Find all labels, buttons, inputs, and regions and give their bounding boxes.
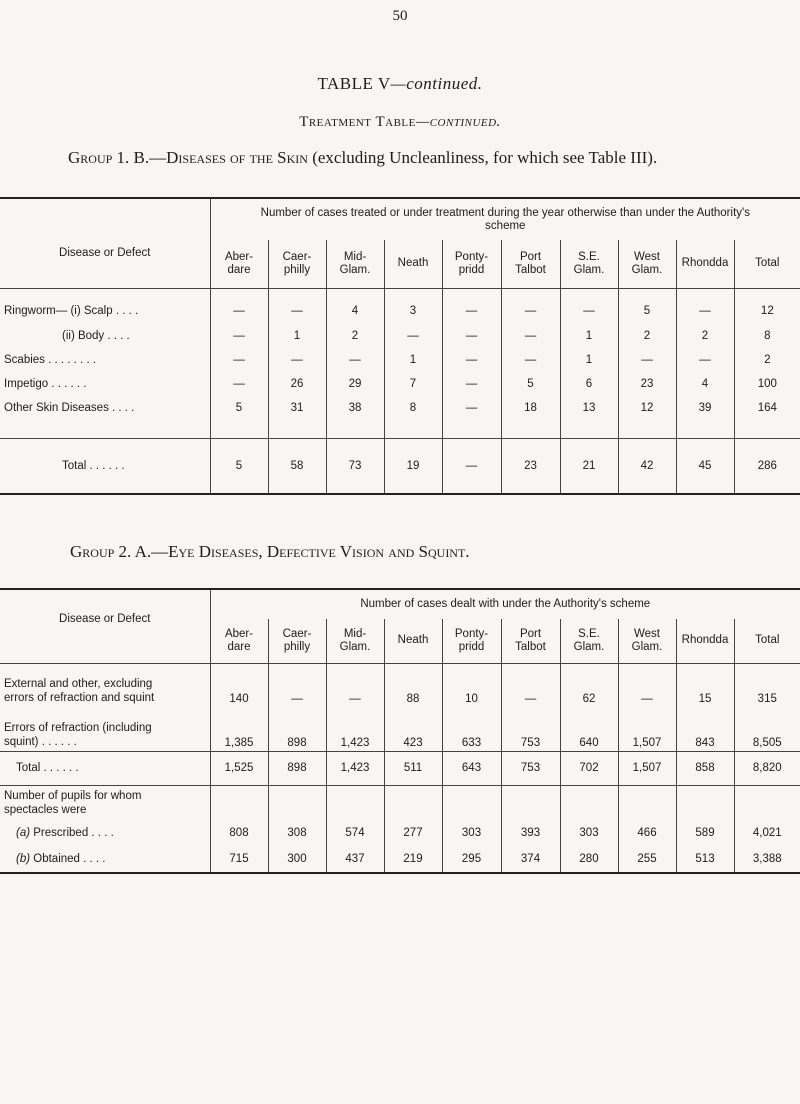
column-header: West Glam. xyxy=(618,240,676,288)
cell-value: — xyxy=(501,663,560,707)
cell-value: 219 xyxy=(384,845,442,873)
cell-value: 2 xyxy=(326,324,384,348)
cell-value: 8 xyxy=(384,396,442,420)
cell-value: 23 xyxy=(618,372,676,396)
cell-value: 8,505 xyxy=(734,707,800,751)
cell-value: 3,388 xyxy=(734,845,800,873)
empty-cell xyxy=(501,785,560,821)
column-header: Total xyxy=(734,619,800,663)
cell-value: — xyxy=(501,298,560,324)
column-header: Ponty- pridd xyxy=(442,240,501,288)
cell-value: 26 xyxy=(268,372,326,396)
cell-value: — xyxy=(268,663,326,707)
cell-value: 1,507 xyxy=(618,707,676,751)
cell-value: 62 xyxy=(560,663,618,707)
row-label: Other Skin Diseases . . . . xyxy=(4,402,135,414)
cell-value: 5 xyxy=(210,396,268,420)
column-header: Neath xyxy=(384,240,442,288)
cell-value: — xyxy=(268,298,326,324)
table-row xyxy=(0,324,800,348)
cell-value: — xyxy=(560,298,618,324)
cell-value: 1,507 xyxy=(618,751,676,785)
empty-cell xyxy=(560,785,618,821)
cell-value: 5 xyxy=(618,298,676,324)
cell-value: 466 xyxy=(618,821,676,845)
cell-value: 1,525 xyxy=(210,751,268,785)
cell-value: 1,423 xyxy=(326,751,384,785)
cell-value: 393 xyxy=(501,821,560,845)
row-label-line: squint) . . . . . . xyxy=(4,735,77,748)
page-number: 50 xyxy=(392,8,408,24)
cell-value: 1 xyxy=(268,324,326,348)
cell-value: 513 xyxy=(676,845,734,873)
table-row xyxy=(0,298,800,324)
cell-value: 808 xyxy=(210,821,268,845)
cell-value: 633 xyxy=(442,707,501,751)
cell-value: 8 xyxy=(734,324,800,348)
column-header: S.E. Glam. xyxy=(560,619,618,663)
row-label: Impetigo . . . . . . xyxy=(4,378,87,390)
cell-value: 5 xyxy=(501,372,560,396)
cell-value: 898 xyxy=(268,751,326,785)
empty-cell xyxy=(734,785,800,821)
row-label xyxy=(0,845,210,873)
cell-value: 15 xyxy=(676,663,734,707)
column-header: Caer- philly xyxy=(268,240,326,288)
row-label-line: errors of refraction and squint xyxy=(4,692,155,704)
column-header: Aber- dare xyxy=(210,240,268,288)
cell-value: 29 xyxy=(326,372,384,396)
cell-value: 753 xyxy=(501,707,560,751)
cell-value: — xyxy=(676,348,734,372)
table-row xyxy=(0,348,800,372)
cell-value: 277 xyxy=(384,821,442,845)
stub-header: Disease or Defect xyxy=(0,589,210,663)
column-header: S.E. Glam. xyxy=(560,240,618,288)
cell-value: 8,820 xyxy=(734,751,800,785)
column-header: Mid- Glam. xyxy=(326,240,384,288)
cell-value: 12 xyxy=(618,396,676,420)
cell-value: 286 xyxy=(734,438,800,494)
row-label-letter: (a) xyxy=(16,827,31,839)
cell-value: 4,021 xyxy=(734,821,800,845)
cell-value: — xyxy=(442,348,501,372)
cell-value: — xyxy=(210,298,268,324)
row-label xyxy=(0,707,210,751)
table-subtitle: Treatment Table—continued. xyxy=(299,114,501,130)
cell-value: 858 xyxy=(676,751,734,785)
skin-diseases-table xyxy=(0,197,800,495)
column-header: Aber- dare xyxy=(210,619,268,663)
column-header: Total xyxy=(734,240,800,288)
cell-value: 303 xyxy=(442,821,501,845)
row-label: (ii) Body . . . . xyxy=(62,330,130,342)
cell-value: 100 xyxy=(734,372,800,396)
cell-value: 437 xyxy=(326,845,384,873)
empty-cell xyxy=(676,785,734,821)
cell-value: 13 xyxy=(560,396,618,420)
row-label-line: External and other, excluding xyxy=(4,678,153,690)
cell-value: 4 xyxy=(326,298,384,324)
row-label xyxy=(0,821,210,845)
row-label-text: Prescribed . . . . xyxy=(30,827,114,839)
stub-header: Disease or Defect xyxy=(0,198,210,288)
table-row xyxy=(0,396,800,420)
cell-value: — xyxy=(442,438,501,494)
cell-value: 255 xyxy=(618,845,676,873)
cell-value: 6 xyxy=(560,372,618,396)
cell-value: 295 xyxy=(442,845,501,873)
column-header: Port Talbot xyxy=(501,240,560,288)
row-label-line: Number of pupils for whom xyxy=(4,790,142,803)
cell-value: 39 xyxy=(676,396,734,420)
table-row xyxy=(0,372,800,396)
group2-heading: Group 2. A.—Eye Diseases, Defective Vision and Squint. xyxy=(70,542,470,561)
column-header: Caer- philly xyxy=(268,619,326,663)
cell-value: 12 xyxy=(734,298,800,324)
cell-value: 23 xyxy=(501,438,560,494)
cell-value: 374 xyxy=(501,845,560,873)
cell-value: — xyxy=(442,372,501,396)
cell-value: 58 xyxy=(268,438,326,494)
cell-value: — xyxy=(501,324,560,348)
cell-value: 2 xyxy=(734,348,800,372)
cell-value: 7 xyxy=(384,372,442,396)
cell-value: 898 xyxy=(268,707,326,751)
cell-value: 280 xyxy=(560,845,618,873)
cell-value: 42 xyxy=(618,438,676,494)
cell-value: 643 xyxy=(442,751,501,785)
cell-value: 38 xyxy=(326,396,384,420)
cell-value: 2 xyxy=(676,324,734,348)
cell-value: 1 xyxy=(560,348,618,372)
cell-value: 31 xyxy=(268,396,326,420)
column-header: Ponty- pridd xyxy=(442,619,501,663)
span-header: Number of cases dealt with under the Authority's scheme xyxy=(210,589,800,619)
group1-heading: Group 1. B.—Diseases of the Skin (excluding Uncleanliness, for which see Table III). xyxy=(68,148,658,167)
empty-cell xyxy=(210,785,268,821)
cell-value: 1 xyxy=(560,324,618,348)
empty-cell xyxy=(326,785,384,821)
total-label: Total . . . . . . xyxy=(62,459,125,472)
empty-cell xyxy=(618,785,676,821)
cell-value: — xyxy=(442,396,501,420)
cell-value: 18 xyxy=(501,396,560,420)
cell-value: — xyxy=(210,372,268,396)
row-label-text: Obtained . . . . xyxy=(30,852,106,865)
row-label: Scabies . . . . . . . . xyxy=(4,354,97,366)
empty-cell xyxy=(442,785,501,821)
row-label-letter: (b) xyxy=(16,852,31,865)
cell-value: — xyxy=(210,324,268,348)
cell-value: 589 xyxy=(676,821,734,845)
cell-value: 3 xyxy=(384,298,442,324)
cell-value: 702 xyxy=(560,751,618,785)
column-header: Mid- Glam. xyxy=(326,619,384,663)
column-header: Neath xyxy=(384,619,442,663)
cell-value: 308 xyxy=(268,821,326,845)
cell-value: — xyxy=(384,324,442,348)
cell-value: 21 xyxy=(560,438,618,494)
column-header: Rhondda xyxy=(676,240,734,288)
cell-value: 423 xyxy=(384,707,442,751)
row-label: Ringworm— (i) Scalp . . . . xyxy=(4,305,139,317)
cell-value: — xyxy=(676,298,734,324)
row-label-line: spectacles were xyxy=(4,804,87,817)
cell-value: 4 xyxy=(676,372,734,396)
cell-value: 715 xyxy=(210,845,268,873)
empty-cell xyxy=(384,785,442,821)
cell-value: 19 xyxy=(384,438,442,494)
cell-value: 303 xyxy=(560,821,618,845)
cell-value: 753 xyxy=(501,751,560,785)
cell-value: — xyxy=(618,348,676,372)
cell-value: — xyxy=(618,663,676,707)
row-label xyxy=(0,663,210,707)
cell-value: — xyxy=(442,324,501,348)
cell-value: 843 xyxy=(676,707,734,751)
empty-cell xyxy=(268,785,326,821)
cell-value: 300 xyxy=(268,845,326,873)
cell-value: 574 xyxy=(326,821,384,845)
column-header: West Glam. xyxy=(618,619,676,663)
row-label-line: Errors of refraction (including xyxy=(4,721,152,734)
cell-value: — xyxy=(268,348,326,372)
eye-diseases-table xyxy=(0,588,800,874)
cell-value: — xyxy=(501,348,560,372)
column-header: Rhondda xyxy=(676,619,734,663)
cell-value: 164 xyxy=(734,396,800,420)
cell-value: 10 xyxy=(442,663,501,707)
cell-value: 640 xyxy=(560,707,618,751)
cell-value: 1,423 xyxy=(326,707,384,751)
total-label: Total . . . . . . xyxy=(16,762,79,774)
cell-value: 73 xyxy=(326,438,384,494)
cell-value: 511 xyxy=(384,751,442,785)
cell-value: 2 xyxy=(618,324,676,348)
span-header: Number of cases treated or under treatment during the year otherwise than under the Authority's scheme xyxy=(210,198,800,240)
table-title: TABLE V—continued. xyxy=(317,74,483,93)
cell-value: — xyxy=(210,348,268,372)
cell-value: — xyxy=(442,298,501,324)
cell-value: — xyxy=(326,663,384,707)
cell-value: — xyxy=(326,348,384,372)
column-header: Port Talbot xyxy=(501,619,560,663)
cell-value: 140 xyxy=(210,663,268,707)
cell-value: 1 xyxy=(384,348,442,372)
cell-value: 88 xyxy=(384,663,442,707)
cell-value: 1,385 xyxy=(210,707,268,751)
cell-value: 45 xyxy=(676,438,734,494)
cell-value: 315 xyxy=(734,663,800,707)
cell-value: 5 xyxy=(210,438,268,494)
row-label xyxy=(0,785,210,821)
